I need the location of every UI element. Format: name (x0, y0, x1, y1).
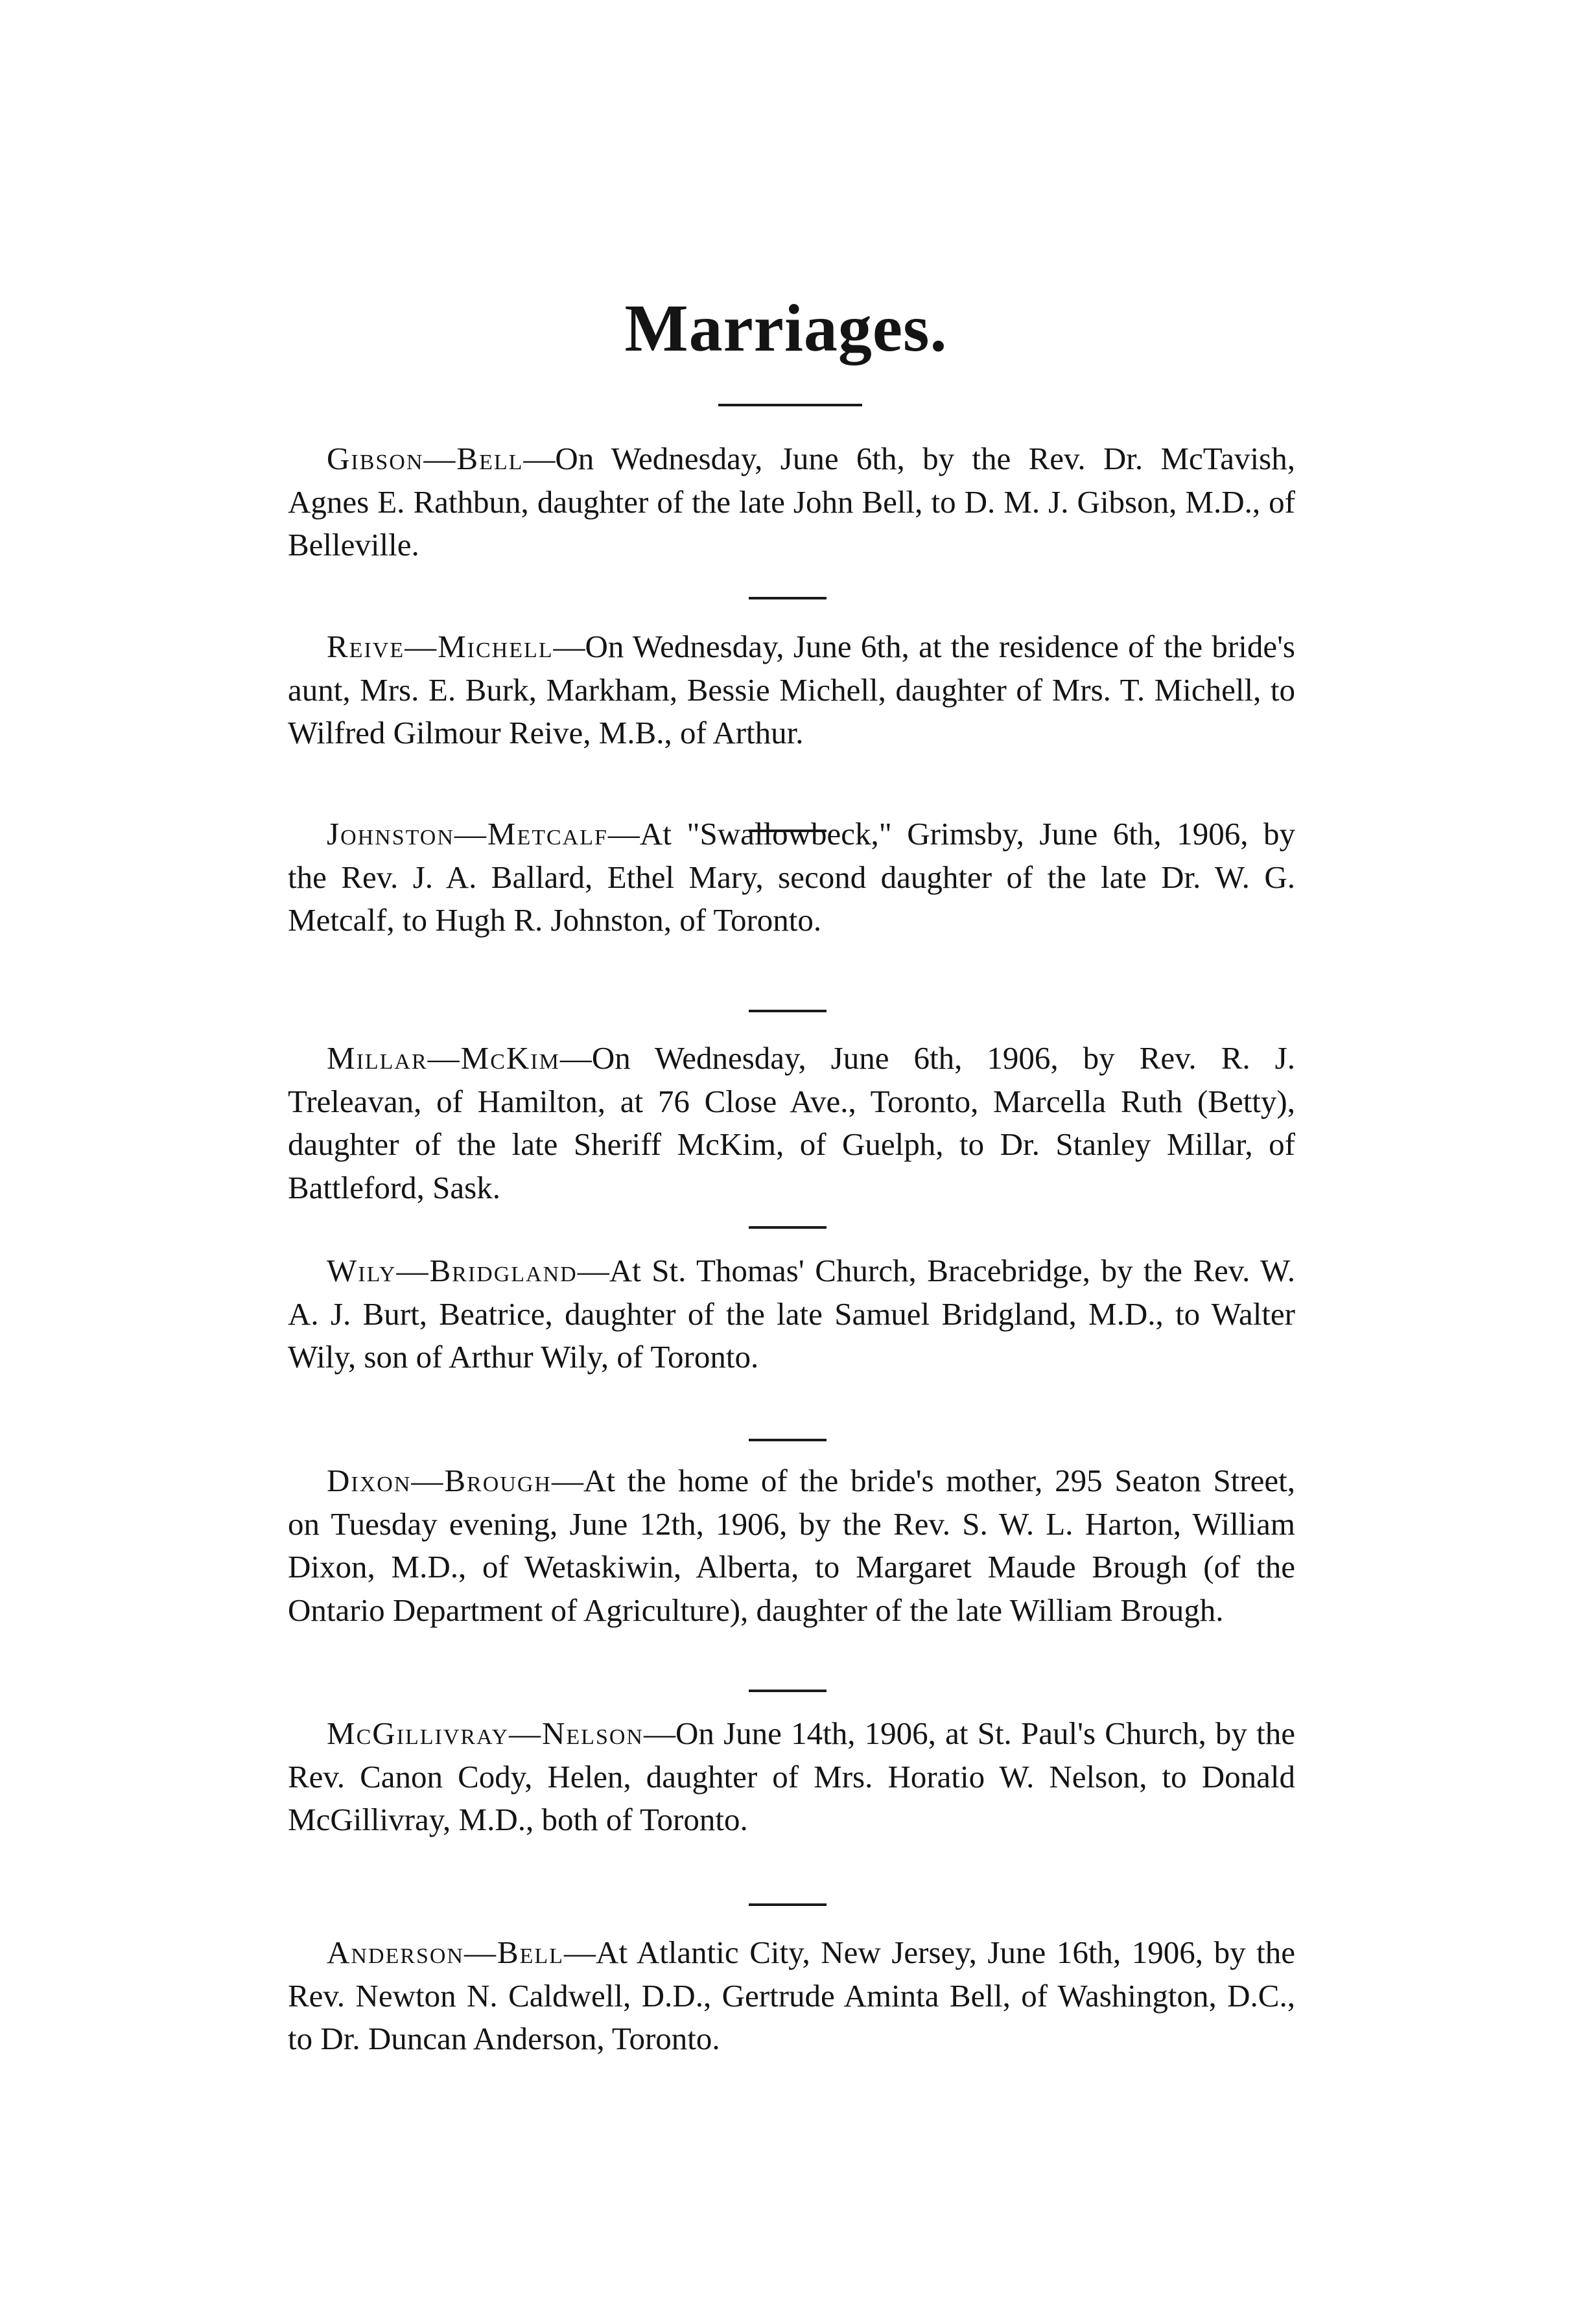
entry-names: Reive—Michell (327, 629, 554, 664)
entry-names: McGillivray—Nelson (327, 1715, 644, 1751)
divider (749, 1903, 827, 1906)
entry-reive-michell (288, 625, 1295, 755)
entry-wily-bridgland (288, 1249, 1295, 1379)
entry-names: Millar—McKim (327, 1040, 560, 1076)
title-rule (718, 404, 862, 406)
entry-gibson-bell (288, 437, 1295, 567)
entry-johnston-metcalf (288, 813, 1295, 942)
entry-text: —At Atlantic City, New Jersey, June 16th, 1906, by the Rev. Newton N. Caldwell, D.D., Gertrude Aminta Bell, of Washington, D.C., to Dr. Duncan Anderson, Toronto. (288, 1935, 1295, 2056)
entry-text: —On Wednesday, June 6th, by the Rev. Dr. McTavish, Agnes E. Rathbun, daughter of the late John Bell, to D. M. J. Gibson, M.D., of Belleville. (288, 441, 1295, 563)
entry-text: —At "Swallowbeck," Grimsby, June 6th, 1906, by the Rev. J. A. Ballard, Ethel Mary, second daughter of the late Dr. W. G. Metcalf, to Hugh R. Johnston, of Toronto. (288, 816, 1295, 938)
entry-dixon-brough (288, 1459, 1295, 1632)
divider (749, 1439, 827, 1441)
divider (749, 597, 827, 599)
entry-text: —At St. Thomas' Church, Bracebridge, by the Rev. W. A. J. Burt, Beatrice, daughter of the late Samuel Bridgland, M.D., to Walter Wily, son of Arthur Wily, of Toronto. (288, 1253, 1295, 1375)
entry-names: Dixon—Brough (327, 1463, 552, 1498)
entry-names: Anderson—Bell (327, 1935, 564, 1970)
entry-names: Wily—Bridgland (327, 1253, 578, 1288)
page-title: Marriages. (624, 291, 948, 366)
entry-text: —On June 14th, 1906, at St. Paul's Church, by the Rev. Canon Cody, Helen, daughter of Mrs. Horatio W. Nelson, to Donald McGillivray, M.D., both of Toronto. (288, 1715, 1295, 1837)
divider (749, 1010, 827, 1012)
entry-text: —On Wednesday, June 6th, 1906, by Rev. R. J. Treleavan, of Hamilton, at 76 Close Ave., Toronto, Marcella Ruth (Betty), daughter of the late Sheriff McKim, of Guelph, to Dr. Stanley Millar, of Battleford, Sask. (288, 1040, 1295, 1205)
divider (749, 1690, 827, 1692)
entry-millar-mckim (288, 1037, 1295, 1209)
entry-text: —At the home of the bride's mother, 295 Seaton Street, on Tuesday evening, June 12th, 1906, by the Rev. S. W. L. Harton, William Dixon, M.D., of Wetaskiwin, Alberta, to Margaret Maude Brough (of the Ontario Department of Agriculture), daughter of the late William Brough. (288, 1463, 1295, 1628)
entry-names: Johnston—Metcalf (327, 816, 608, 852)
entry-text: —On Wednesday, June 6th, at the residence of the bride's aunt, Mrs. E. Burk, Markham, Bessie Michell, daughter of Mrs. T. Michell, to Wilfred Gilmour Reive, M.B., of Arthur. (288, 629, 1295, 750)
entry-anderson-bell (288, 1931, 1295, 2061)
entry-mcgillivray-nelson (288, 1712, 1295, 1842)
entry-names: Gibson—Bell (327, 441, 524, 476)
divider (749, 1226, 827, 1229)
